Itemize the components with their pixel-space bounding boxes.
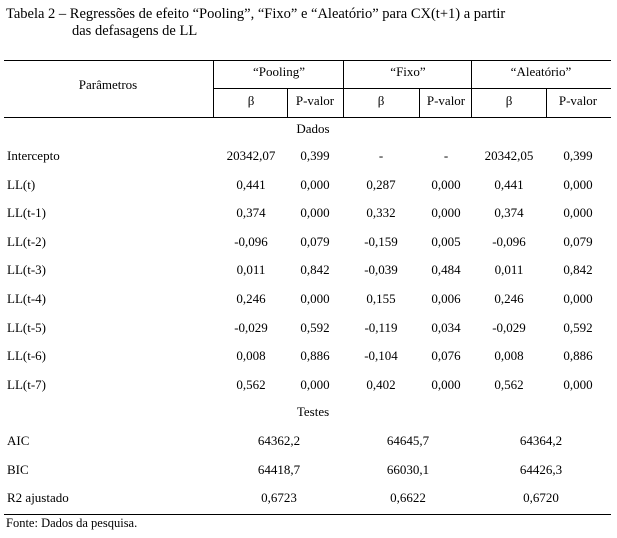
test-label: BIC [7,461,29,477]
table-cell: 0,076 [431,348,461,364]
row-label: Intercepto [7,148,60,163]
test-cell: 0,6622 [390,490,426,506]
caption-line-2: das defasagens de LL [72,23,198,39]
test-cell: 64364,2 [519,433,563,448]
table-cell: 0,006 [431,291,461,306]
group-header-aleatorio: “Aleatório” [510,64,572,79]
test-label: AIC [7,433,30,448]
test-cell: 0,6723 [261,490,297,506]
table-caption [6,6,606,40]
table-cell: 0,402 [366,376,396,392]
table-cell: 0,011 [494,262,524,278]
parametros-header: Parâmetros [78,77,138,92]
table-cell: 0,441 [494,176,524,192]
table-cell: 0,399 [563,148,593,163]
table-cell: 0,374 [236,205,266,221]
section-dados: Dados [296,121,330,136]
table-cell: 0,592 [563,319,593,335]
table-bottom-rule [4,514,611,515]
header-divider [471,60,472,117]
table-cell: 0,000 [300,376,330,392]
row-label: LL(t-4) [7,291,46,306]
table-cell: 0,034 [431,319,461,335]
table-cell: 0,000 [563,176,593,192]
subheader-beta: β [505,93,513,108]
subheader-pvalor: P-valor [558,93,598,108]
table-cell: 0,000 [431,176,461,192]
table-cell: 0,332 [366,205,396,221]
row-label: LL(t-3) [7,262,46,278]
table-cell: 0,592 [300,319,330,335]
table-cell: 0,842 [563,262,593,278]
section-testes: Testes [296,404,330,419]
table-cell: 0,484 [431,262,461,278]
header-bottom-rule [4,117,611,118]
table-cell: 0,000 [563,291,593,306]
header-divider [287,88,288,117]
group-header-pooling: “Pooling” [253,64,305,79]
row-label: LL(t-2) [7,233,46,249]
table-cell: 0,000 [563,205,593,221]
table-cell: 20342,07 [226,148,276,163]
test-cell: 64645,7 [386,433,430,448]
table-cell: 0,155 [366,291,396,306]
table-cell: 0,005 [431,233,461,249]
row-label: LL(t-6) [7,348,46,364]
test-cell: 64362,2 [257,433,301,448]
subheader-beta: β [377,93,385,108]
table-cell: 0,886 [300,348,330,364]
table-cell: -0,096 [492,233,526,249]
table-top-rule [4,60,611,61]
table-cell: 0,374 [494,205,524,221]
row-label: LL(t-5) [7,319,46,335]
table-cell: 0,842 [300,262,330,278]
table-cell: -0,029 [234,319,268,335]
row-label: LL(t-7) [7,376,46,392]
subheader-rule [213,88,611,89]
header-divider [343,60,344,117]
table-cell: 0,000 [563,376,593,392]
table-cell: 0,008 [236,348,266,364]
table-cell: -0,159 [364,233,398,249]
table-cell: 0,079 [563,233,593,249]
table-cell: 20342,05 [484,148,534,163]
row-label: LL(t-1) [7,205,46,221]
subheader-pvalor: P-valor [295,93,335,108]
test-cell: 64426,3 [519,461,563,477]
caption-line-1: Tabela 2 – Regressões de efeito “Pooling”, “Fixo” e “Aleatório” para CX(t+1) a partir [6,6,506,22]
row-label: LL(t) [7,176,36,192]
header-divider [213,60,214,117]
table-cell: 0,000 [431,205,461,221]
table-cell: 0,399 [300,148,330,163]
table-cell: 0,562 [236,376,266,392]
test-cell: 0,6720 [523,490,559,506]
table-cell: 0,000 [431,376,461,392]
test-cell: 64418,7 [257,461,301,477]
source-note: Fonte: Dados da pesquisa. [6,516,138,530]
table-cell: 0,886 [563,348,593,364]
table-cell: 0,246 [494,291,524,306]
test-cell: 66030,1 [386,461,430,477]
table-cell: - [378,148,384,163]
table-cell: 0,287 [366,176,396,192]
test-label: R2 ajustado [7,490,69,506]
table-cell: 0,000 [300,205,330,221]
subheader-beta: β [247,93,255,108]
header-divider [546,88,547,117]
table-cell: 0,000 [300,291,330,306]
table-cell: -0,104 [364,348,398,364]
table-cell: 0,011 [236,262,266,278]
table-cell: -0,119 [364,319,398,335]
table-cell: 0,000 [300,176,330,192]
subheader-pvalor: P-valor [426,93,466,108]
group-header-fixo: “Fixo” [390,64,426,79]
header-divider [419,88,420,117]
table-cell: 0,562 [494,376,524,392]
table-cell: -0,096 [234,233,268,249]
table-cell: 0,246 [236,291,266,306]
table-cell: - [443,148,449,163]
table-cell: 0,441 [236,176,266,192]
table-cell: 0,079 [300,233,330,249]
table-cell: -0,029 [492,319,526,335]
table-cell: -0,039 [364,262,398,278]
table-cell: 0,008 [494,348,524,364]
